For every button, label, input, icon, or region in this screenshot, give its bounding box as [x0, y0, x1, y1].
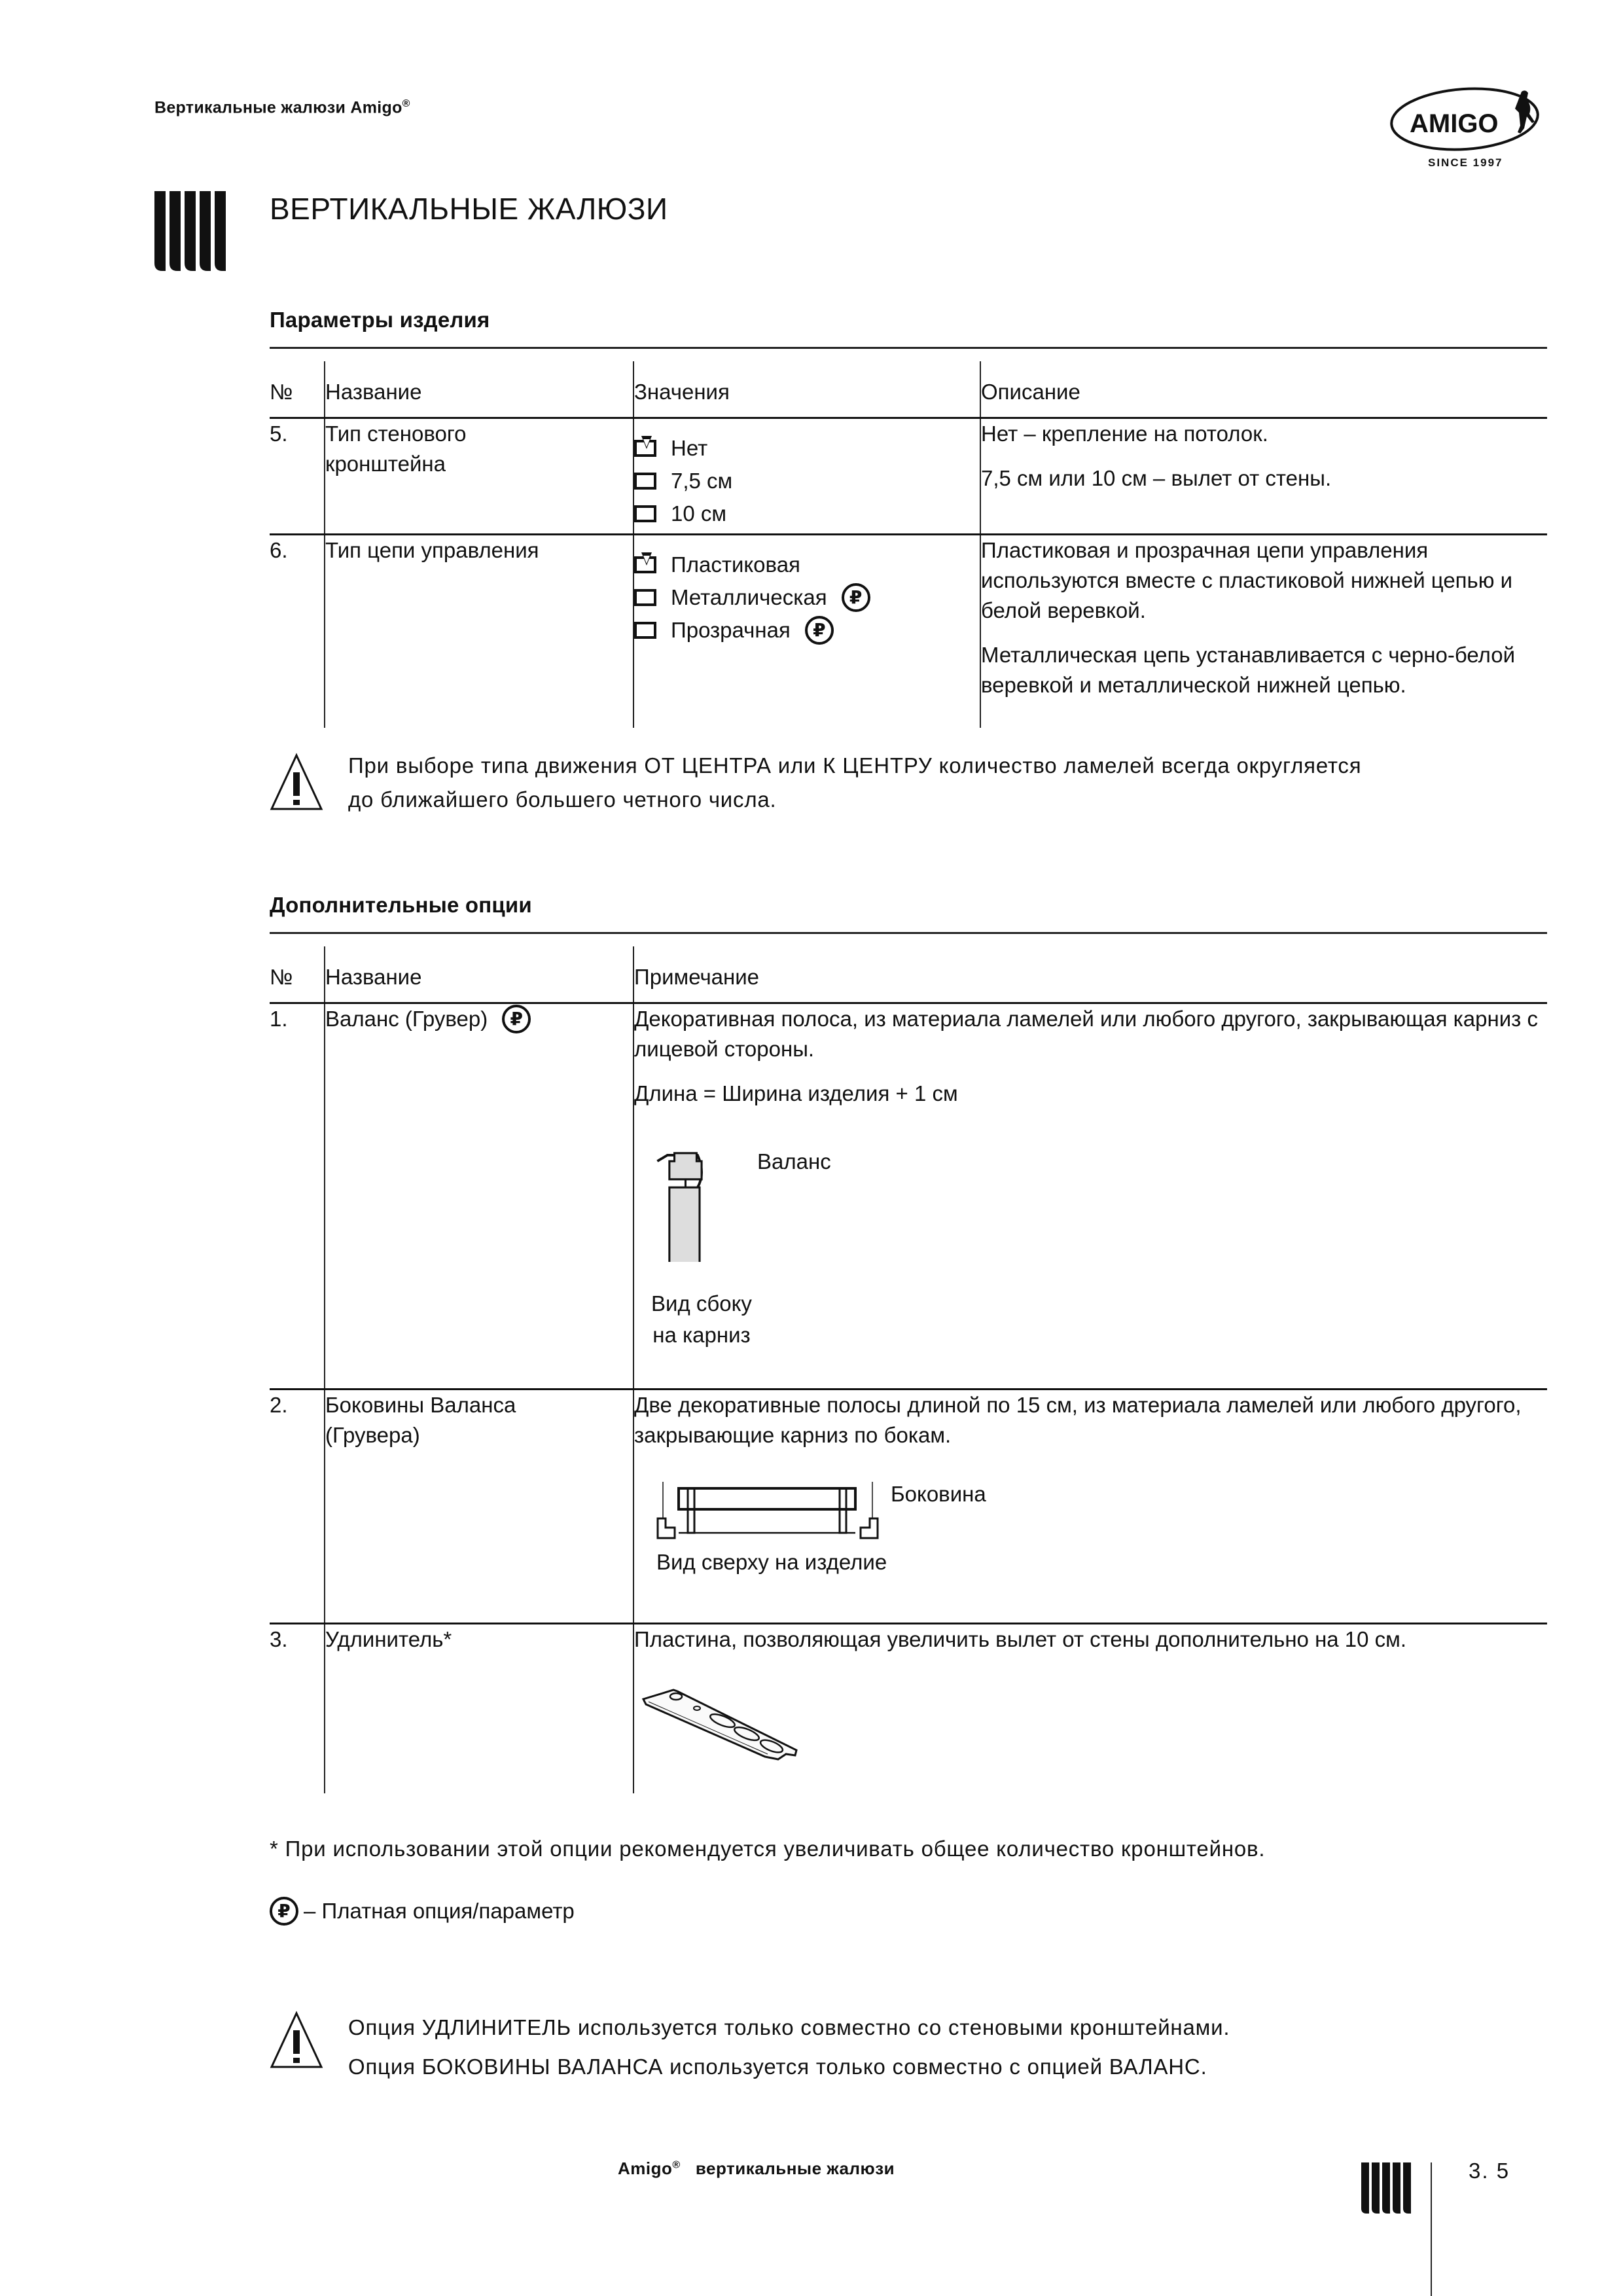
- table-row: [270, 1003, 1547, 1389]
- description-paragraph: 7,5 см или 10 см – вылет от стены.: [981, 465, 1332, 490]
- section-divider: [270, 932, 1547, 934]
- row-values: [633, 534, 980, 728]
- option-item[interactable]: [634, 432, 980, 465]
- valance-figure: [634, 1123, 961, 1359]
- warning-icon: [270, 753, 323, 813]
- figure-label: Валанс: [757, 1149, 831, 1174]
- row-number: 5.: [270, 418, 325, 534]
- option-label: 10 см: [671, 501, 727, 526]
- page-number: 3. 5: [1469, 2159, 1510, 2183]
- description-paragraph: Пластиковая и прозрачная цепи управления используются вместе с пластиковой нижней цепью и белой веревкой.: [981, 537, 1513, 622]
- row-values: [633, 418, 980, 534]
- option-name: Валанс (Грувер): [325, 1006, 488, 1031]
- svg-text:AMIGO: AMIGO: [1410, 109, 1499, 138]
- warning-note-1: [270, 753, 1361, 817]
- warning-icon: [270, 2011, 323, 2071]
- table-header-row: [270, 361, 1547, 418]
- table-row: [270, 534, 1547, 728]
- figure-caption: [651, 1288, 752, 1351]
- option-item[interactable]: [634, 614, 980, 647]
- row-note: [633, 1389, 1547, 1623]
- row-number: 6.: [270, 534, 325, 728]
- figure-caption-line: Вид сбоку: [651, 1291, 752, 1316]
- table-row: [270, 1389, 1547, 1623]
- note-formula: Длина = Ширина изделия + 1 см: [634, 1081, 958, 1105]
- registered-mark: ®: [402, 98, 410, 109]
- row-number: 1.: [270, 1003, 325, 1389]
- page-title: ВЕРТИКАЛЬНЫЕ ЖАЛЮЗИ: [270, 192, 668, 226]
- row-note: [633, 1003, 1547, 1389]
- registered-mark: ®: [672, 2159, 681, 2171]
- warning-line: Опция БОКОВИНЫ ВАЛАНСА используется только совместно с опцией ВАЛАНС.: [348, 2054, 1207, 2079]
- checkbox-icon[interactable]: [634, 505, 656, 522]
- note-paragraph: Декоративная полоса, из материала ламелей или любого другого, закрывающая карниз с лицевой стороны.: [634, 1006, 1538, 1061]
- valance-sides-figure: [634, 1465, 1027, 1596]
- figure-caption-line: на карниз: [652, 1322, 751, 1347]
- option-label: 7,5 см: [671, 468, 733, 493]
- option-label: Нет: [671, 435, 708, 460]
- row-name: Тип стенового кронштейна: [325, 418, 633, 534]
- valance-sides-top-view-icon: [654, 1479, 889, 1545]
- footer-text: вертикальные жалюзи: [695, 2159, 895, 2178]
- options-section-title: Дополнительные опции: [270, 893, 532, 917]
- parameters-section-title: Параметры изделия: [270, 308, 490, 332]
- vertical-blinds-icon: [154, 191, 228, 271]
- paid-option-ruble-icon: ₽: [805, 616, 834, 645]
- column-header-values: Значения: [633, 361, 980, 418]
- option-label: Прозрачная: [671, 617, 791, 642]
- legend-text: – Платная опция/параметр: [304, 1899, 575, 1923]
- option-item[interactable]: [634, 548, 980, 581]
- row-name: Удлинитель*: [325, 1623, 633, 1793]
- row-number: 2.: [270, 1389, 325, 1623]
- checkbox-icon[interactable]: [634, 473, 656, 490]
- footer-divider: [1431, 2162, 1432, 2296]
- paid-option-ruble-icon: ₽: [270, 1897, 298, 1926]
- checkbox-icon[interactable]: [634, 622, 656, 639]
- running-header: [154, 98, 410, 117]
- figure-label: Боковина: [891, 1481, 986, 1506]
- row-description: [980, 534, 1547, 728]
- warning-note-2: [270, 2011, 1230, 2087]
- checkbox-checked-icon[interactable]: [634, 556, 656, 573]
- column-header-number: №: [270, 380, 293, 404]
- paid-option-legend: [270, 1897, 575, 1926]
- row-name: Тип цепи управления: [325, 534, 633, 728]
- option-label: Металлическая: [671, 584, 827, 609]
- description-paragraph: Нет – крепление на потолок.: [981, 421, 1268, 446]
- column-header-name: Название: [325, 361, 633, 418]
- table-header-row: [270, 946, 1547, 1003]
- row-number: 3.: [270, 1623, 325, 1793]
- option-item[interactable]: [634, 581, 980, 614]
- amigo-logo: [1387, 79, 1558, 170]
- checkbox-checked-icon[interactable]: [634, 440, 656, 457]
- footer-title: [618, 2159, 895, 2179]
- paid-option-ruble-icon: ₽: [842, 583, 870, 612]
- footnote: * При использовании этой опции рекомендуется увеличивать общее количество кронштейнов.: [270, 1837, 1266, 1861]
- running-header-title: Вертикальные жалюзи Amigo: [154, 98, 402, 117]
- checkbox-icon[interactable]: [634, 589, 656, 606]
- table-row: [270, 1623, 1547, 1793]
- description-paragraph: Металлическая цепь устанавливается с черно-белой веревкой и металлической нижней цепью.: [981, 642, 1516, 697]
- row-name: [325, 1003, 633, 1389]
- table-row: [270, 418, 1547, 534]
- figure-caption: Вид сверху на изделие: [656, 1549, 887, 1574]
- note-paragraph: Пластина, позволяющая увеличить вылет от стены дополнительно на 10 см.: [634, 1626, 1407, 1651]
- option-label: Пластиковая: [671, 552, 800, 577]
- vertical-blinds-icon: [1361, 2162, 1414, 2214]
- warning-line: При выборе типа движения ОТ ЦЕНТРА или К ЦЕНТРУ количество ламелей всегда округляется: [348, 753, 1362, 778]
- column-header-name: Название: [325, 946, 633, 1003]
- row-description: [980, 418, 1547, 534]
- column-header-number: №: [270, 965, 293, 989]
- column-header-description: Описание: [980, 361, 1547, 418]
- svg-text:SINCE 1997: SINCE 1997: [1428, 156, 1503, 169]
- footer-brand: Amigo: [618, 2159, 673, 2178]
- extender-plate-icon: [634, 1673, 804, 1765]
- warning-line: до ближайшего большего четного числа.: [348, 787, 777, 812]
- option-item[interactable]: [634, 497, 980, 530]
- row-name: Боковины Валанса (Грувера): [325, 1389, 633, 1623]
- parameters-table: [270, 361, 1547, 728]
- row-note: [633, 1623, 1547, 1793]
- options-table: [270, 946, 1547, 1793]
- section-divider: [270, 347, 1547, 349]
- warning-line: Опция УДЛИНИТЕЛЬ используется только совместно со стеновыми кронштейнами.: [348, 2015, 1230, 2039]
- amigo-logo-icon: [1387, 79, 1558, 170]
- column-header-note: Примечание: [633, 946, 1547, 1003]
- note-paragraph: Две декоративные полосы длиной по 15 см, из материала ламелей или любого другого, закрывающие карниз по бокам.: [634, 1392, 1522, 1447]
- paid-option-ruble-icon: ₽: [502, 1005, 531, 1033]
- option-item[interactable]: [634, 465, 980, 497]
